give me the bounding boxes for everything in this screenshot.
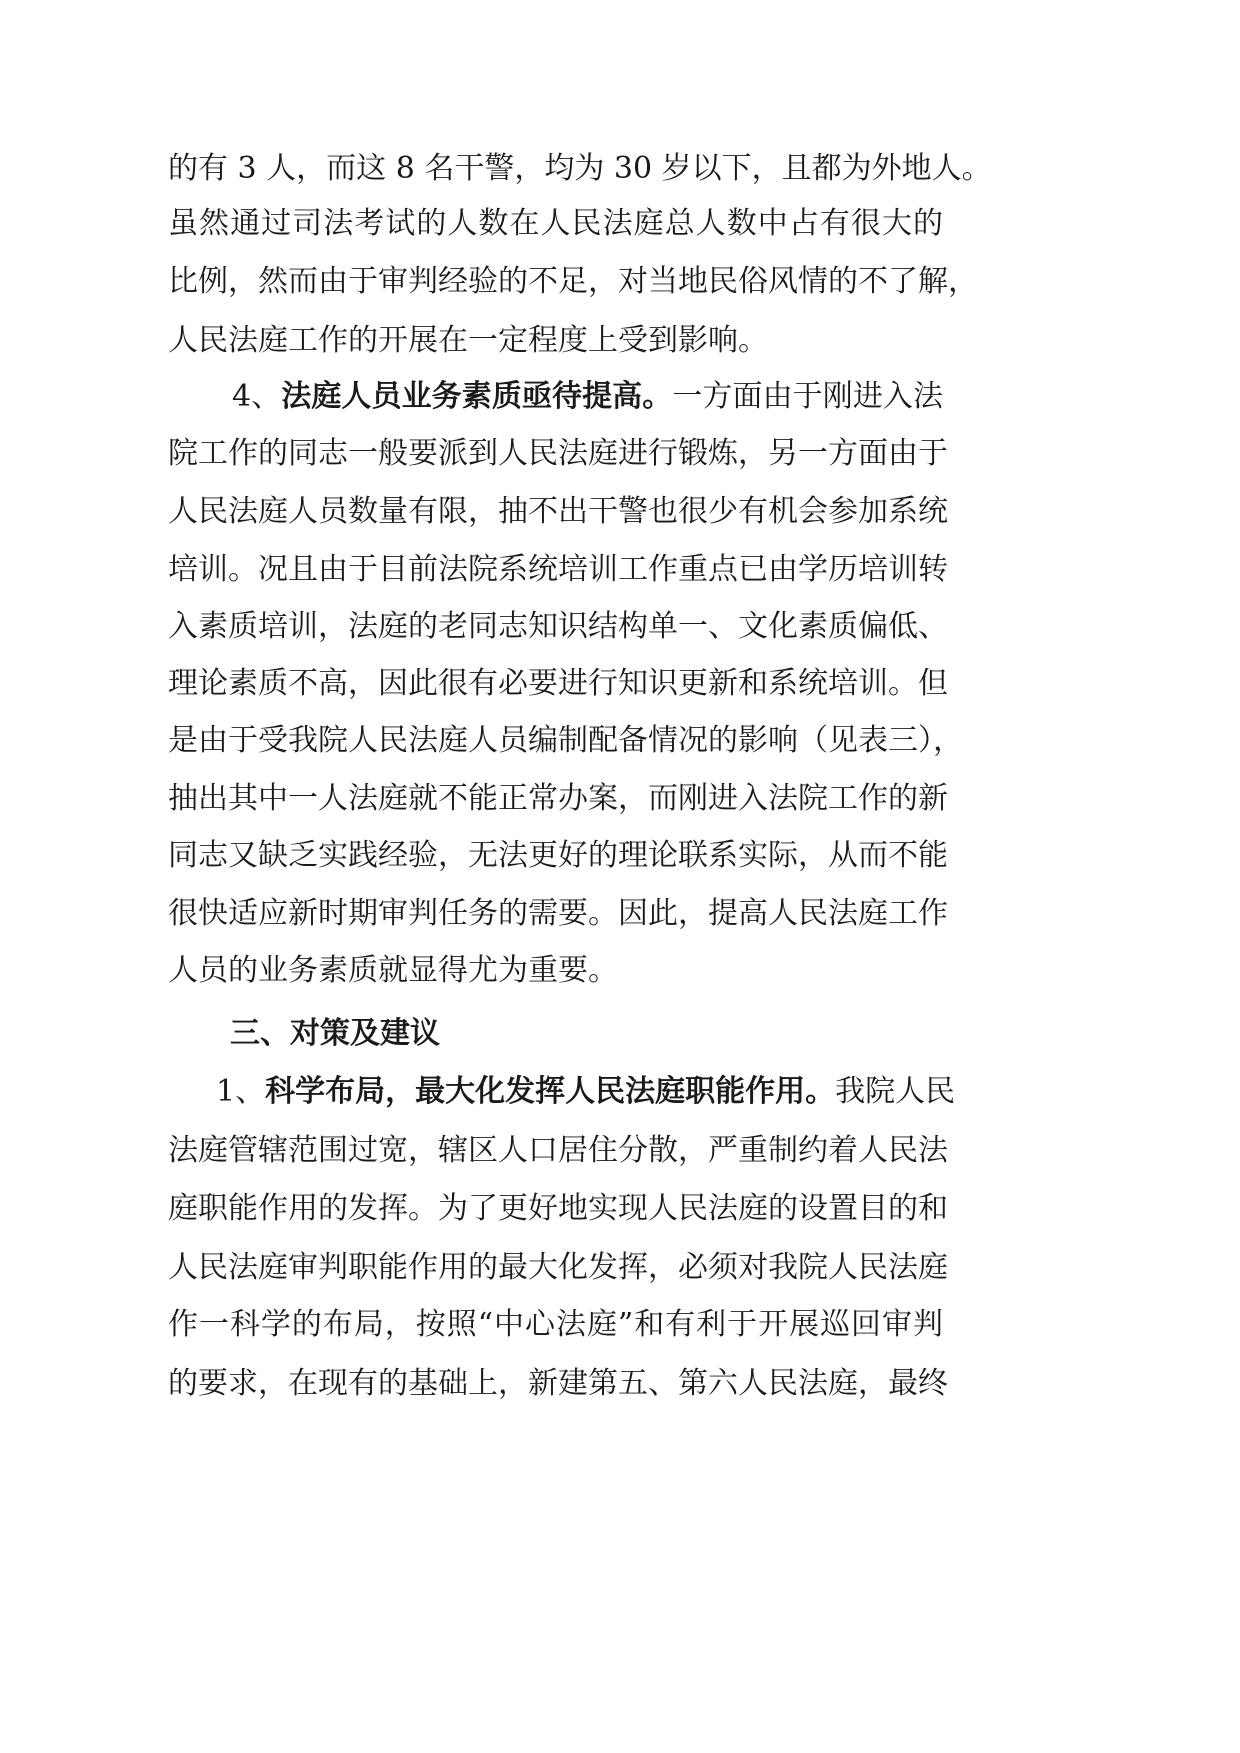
text-line: 人民法庭人员数量有限，抽不出干警也很少有机会参加系统 [168,494,948,529]
text-line: 庭职能作用的发挥。为了更好地实现人民法庭的设置目的和 [168,1191,948,1226]
paragraph-1-first-line [216,1063,956,1121]
paragraph-4-first-line [232,368,943,426]
paragraph-number: 4、 [232,379,282,414]
text-line: 很快适应新时期审判任务的需要。因此，提高人民法庭工作 [168,896,948,931]
text-line: 是由于受我院人民法庭人员编制配备情况的影响（见表三）， [168,723,963,758]
paragraph-text: 我院人民 [835,1074,956,1109]
text-line: 抽出其中一人法庭就不能正常办案，而刚进入法院工作的新 [168,781,948,816]
text-line: 院工作的同志一般要派到人民法庭进行锻炼，另一方面由于 [168,436,948,471]
text-line: 人民法庭工作的开展在一定程度上受到影响。 [168,323,768,358]
text-line: 的有 3 人，而这 8 名干警，均为 30 岁以下，且都为外地人。 [168,151,992,186]
text-line: 入素质培训，法庭的老同志知识结构单一、文化素质偏低、 [168,609,948,644]
text-line: 理论素质不高，因此很有必要进行知识更新和系统培训。但 [168,666,948,701]
text-line: 人民法庭审判职能作用的最大化发挥，必须对我院人民法庭 [168,1250,948,1285]
paragraph-heading: 科学布局，最大化发挥人民法庭职能作用。 [265,1074,836,1109]
text-line: 法庭管辖范围过宽，辖区人口居住分散，严重制约着人民法 [168,1133,948,1168]
section-heading: 三、对策及建议 [230,1016,440,1051]
text-line: 培训。况且由于目前法院系统培训工作重点已由学历培训转 [168,552,948,587]
text-line: 人员的业务素质就显得尤为重要。 [168,953,618,988]
paragraph-number: 1、 [216,1074,266,1109]
text-line: 作一科学的布局，按照“中心法庭”和有利于开展巡回审判 [168,1307,943,1342]
text-line: 的要求，在现有的基础上，新建第五、第六人民法庭，最终 [168,1366,948,1401]
paragraph-heading: 法庭人员业务素质亟待提高。 [281,379,673,414]
text-line: 虽然通过司法考试的人数在人民法庭总人数中占有很大的 [168,206,943,241]
paragraph-text: 一方面由于刚进入法 [672,379,944,414]
text-line: 同志又缺乏实践经验，无法更好的理论联系实际，从而不能 [168,838,948,873]
text-line: 比例，然而由于审判经验的不足，对当地民俗风情的不了解， [168,264,978,299]
